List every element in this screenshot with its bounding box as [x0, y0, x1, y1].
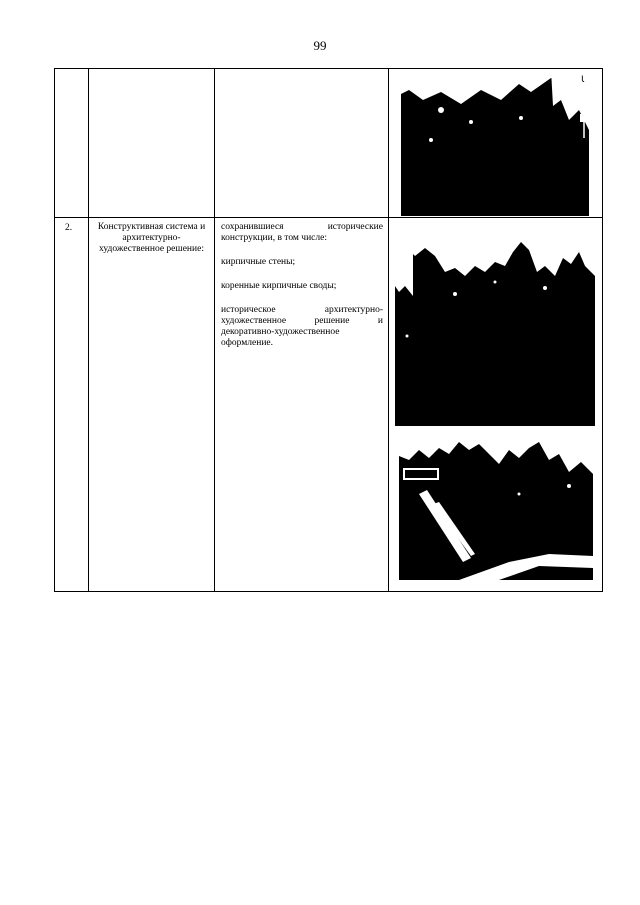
photo-trees-top [395, 236, 595, 426]
page-number: 99 [313, 38, 327, 53]
row-title: Конструктивная система и архитектурно-художественное решение: [97, 222, 206, 254]
text-preserved-structures: сохранившиеся исторические конструкции, в том числе: [221, 222, 383, 243]
row-text-cell [215, 69, 389, 218]
table-row [55, 69, 603, 218]
row-title-cell [89, 69, 215, 218]
photo-garden-path [399, 434, 593, 580]
photo-park-lamp [401, 70, 589, 216]
photo-cell [389, 218, 603, 592]
row-title-cell [89, 218, 215, 592]
photo-cell [389, 69, 603, 218]
row-number: 2. [65, 223, 73, 233]
row-number-cell [55, 218, 89, 592]
row-number-cell [55, 69, 89, 218]
text-architectural-decoration: историческое архитектурно-художественное решение и декоративно-художественное оформление. [221, 305, 383, 348]
text-brick-vaults: коренные кирпичные своды; [221, 281, 337, 291]
svg-text:Ꙇ: Ꙇ [581, 74, 585, 84]
requirements-table [54, 68, 603, 592]
table-row [55, 218, 603, 592]
text-brick-walls: кирпичные стены; [221, 257, 296, 267]
row-text-cell [215, 218, 389, 592]
